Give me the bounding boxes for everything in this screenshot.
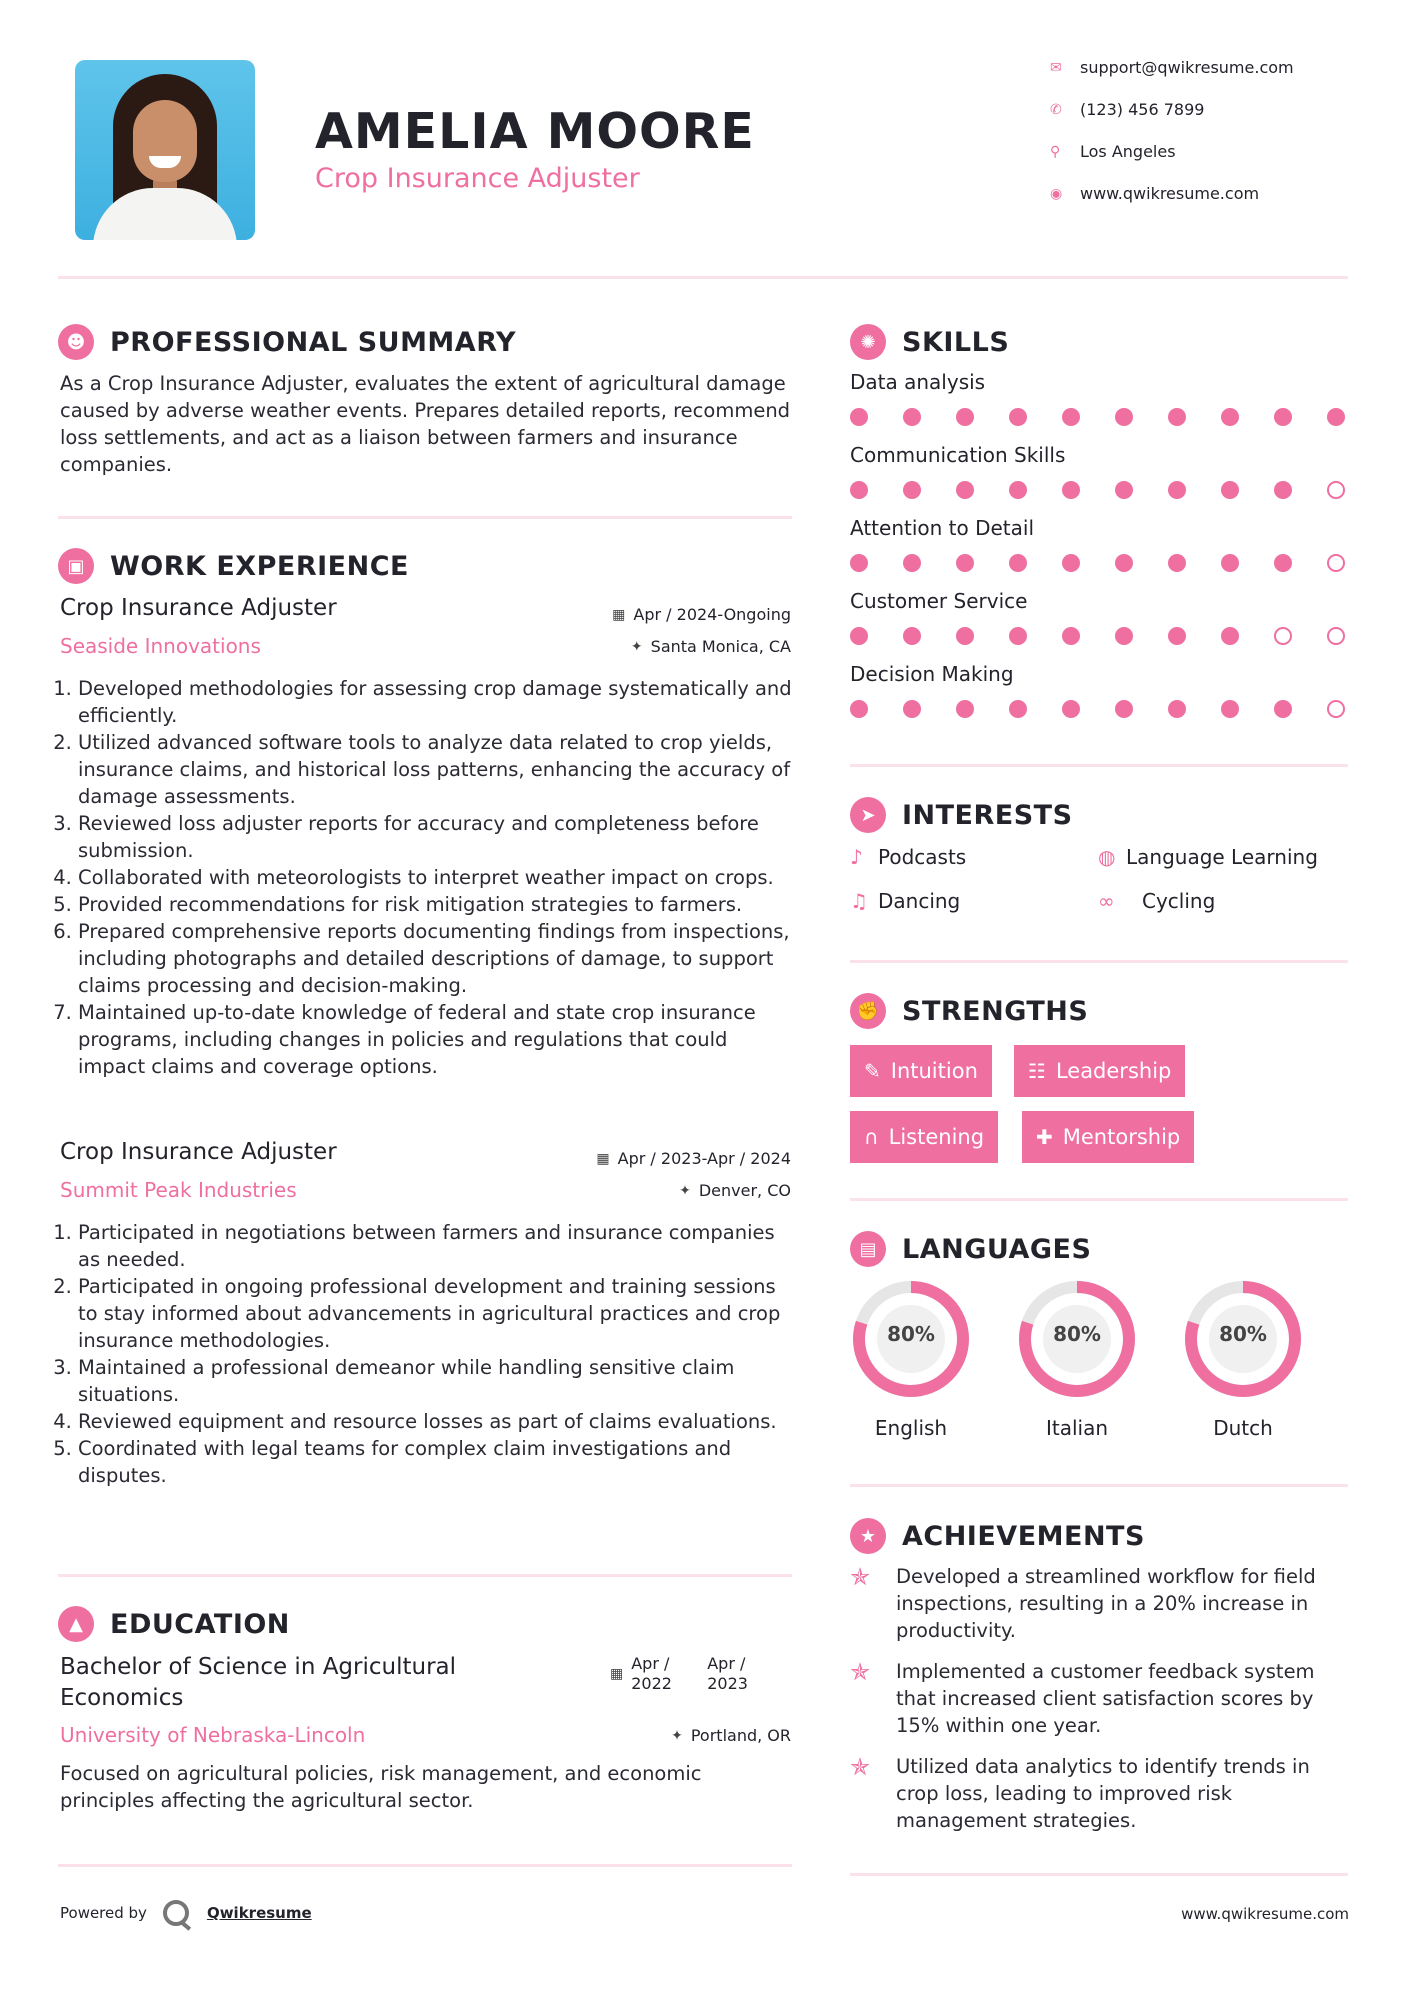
- headphones-icon: ∩: [864, 1125, 879, 1149]
- rating-dot-filled: [1009, 627, 1027, 645]
- rating-dot-filled: [850, 700, 868, 718]
- list-item: 5. Provided recommendations for risk mitigation strategies to farmers.: [78, 891, 800, 918]
- calendar-icon: ▦: [612, 606, 626, 623]
- interests-title: INTERESTS: [902, 799, 1073, 831]
- interest-label: Language Learning: [1126, 845, 1318, 869]
- profile-photo: [75, 60, 255, 240]
- strength-label: Leadership: [1055, 1059, 1172, 1083]
- interests-heading: [850, 797, 1073, 833]
- rating-dot-filled: [1009, 700, 1027, 718]
- languages-title: LANGUAGES: [902, 1233, 1092, 1265]
- experience-title: WORK EXPERIENCE: [110, 550, 409, 582]
- education-heading: [58, 1606, 290, 1642]
- contact-website-text: www.qwikresume.com: [1080, 184, 1260, 203]
- footer-branding: [60, 1900, 312, 1926]
- candidate-name: AMELIA MOORE: [315, 103, 755, 160]
- strengths-heading: [850, 993, 1088, 1029]
- skill-name: Decision Making: [850, 662, 1014, 686]
- qwikresume-link[interactable]: Qwikresume: [206, 1904, 312, 1922]
- job-2-location-text: Denver, CO: [698, 1181, 791, 1200]
- phone-icon: ✆: [1050, 101, 1062, 118]
- skills-divider: [850, 764, 1348, 767]
- star-icon: ✯: [850, 1563, 871, 1591]
- rating-dot-filled: [1062, 700, 1080, 718]
- rating-dot-filled: [1115, 554, 1133, 572]
- job-1-title: Crop Insurance Adjuster: [60, 595, 337, 621]
- experience-divider: [58, 1574, 792, 1577]
- rating-dot-filled: [1221, 408, 1239, 426]
- rating-dot-empty: [1327, 700, 1345, 718]
- achievements-title: ACHIEVEMENTS: [902, 1520, 1145, 1552]
- contact-location: [1050, 142, 1370, 161]
- skill-rating: [850, 627, 1350, 645]
- star-icon: ✯: [850, 1658, 871, 1686]
- rating-dot-filled: [1221, 700, 1239, 718]
- rating-dot-filled: [956, 408, 974, 426]
- list-item: 5. Coordinated with legal teams for complex claim investigations and disputes.: [78, 1435, 800, 1489]
- education-divider: [58, 1864, 792, 1867]
- list-item: 1. Developed methodologies for assessing crop damage systematically and efficiently.: [78, 675, 800, 729]
- strength-label: Mentorship: [1062, 1125, 1181, 1149]
- rating-dot-filled: [1274, 408, 1292, 426]
- calendar-icon: ▦: [596, 1150, 610, 1167]
- language-progress-ring: [1182, 1278, 1304, 1400]
- achievements-divider: [850, 1873, 1348, 1876]
- list-item: 1. Participated in negotiations between farmers and insurance companies as needed.: [78, 1219, 800, 1273]
- language-percent: 80%: [887, 1322, 935, 1346]
- achievement-item: [850, 1753, 1356, 1834]
- achievements-heading: [850, 1518, 1145, 1554]
- interests-divider: [850, 960, 1348, 963]
- strength-label: Listening: [888, 1125, 985, 1149]
- skill-name: Customer Service: [850, 589, 1028, 613]
- pushpin-icon: ✦: [630, 638, 643, 655]
- rating-dot-empty: [1327, 627, 1345, 645]
- rating-dot-filled: [903, 700, 921, 718]
- interest-label: Podcasts: [878, 845, 967, 869]
- skills-heading: [850, 324, 1009, 360]
- job-2-company: Summit Peak Industries: [60, 1178, 297, 1202]
- language-percent: 80%: [1219, 1322, 1267, 1346]
- skill-rating: [850, 554, 1350, 572]
- globe-icon: ◉: [1050, 185, 1063, 202]
- magic-wand-icon: ✎: [864, 1059, 881, 1083]
- contact-phone-text: (123) 456 7899: [1080, 100, 1205, 119]
- lightbulb-icon: ✺: [850, 324, 886, 360]
- rating-dot-filled: [1062, 481, 1080, 499]
- education-location: [671, 1726, 791, 1745]
- list-item: 2. Utilized advanced software tools to analyze data related to crop yields, insurance claims, and historical loss patterns, enhancing the accuracy of damage assessments.: [78, 729, 800, 810]
- strengths-title: STRENGTHS: [902, 995, 1089, 1027]
- rating-dot-filled: [1168, 700, 1186, 718]
- language-percent: 80%: [1053, 1322, 1101, 1346]
- bicycle-icon: ∞: [1098, 889, 1115, 913]
- strength-chip-listening: [850, 1111, 998, 1163]
- job-2-responsibilities: [60, 1219, 800, 1489]
- skill-name: Attention to Detail: [850, 516, 1035, 540]
- map-pin-icon: ⚲: [1050, 143, 1061, 160]
- graduation-icon: ▲: [58, 1606, 94, 1642]
- rating-dot-filled: [850, 554, 868, 572]
- language-name: Italian: [1045, 1416, 1109, 1440]
- education-description: Focused on agricultural policies, risk management, and economic principles affecting the agricultural sector.: [60, 1762, 702, 1812]
- skill-name: Data analysis: [850, 370, 986, 394]
- fist-icon: ✊: [850, 993, 886, 1029]
- microphone-icon: ♪: [850, 845, 863, 869]
- rating-dot-filled: [850, 627, 868, 645]
- education-start: Apr / 2022: [631, 1654, 672, 1693]
- skills-title: SKILLS: [902, 326, 1010, 358]
- music-note-icon: ♫: [850, 889, 868, 913]
- summary-title: PROFESSIONAL SUMMARY: [110, 326, 517, 358]
- rating-dot-filled: [1168, 627, 1186, 645]
- job-2-title: Crop Insurance Adjuster: [60, 1139, 337, 1165]
- contact-email-text: support@qwikresume.com: [1080, 58, 1294, 77]
- rating-dot-filled: [956, 554, 974, 572]
- contact-phone[interactable]: [1050, 100, 1370, 119]
- education-school: University of Nebraska-Lincoln: [60, 1723, 366, 1747]
- language-card-icon: ▤: [850, 1231, 886, 1267]
- skill-rating: [850, 408, 1350, 426]
- star-badge-icon: ★: [850, 1518, 886, 1554]
- rating-dot-filled: [1062, 627, 1080, 645]
- job-1-location: [631, 637, 791, 656]
- list-item: 7. Maintained up-to-date knowledge of federal and state crop insurance programs, including changes in policies and regulations that could impact claims and coverage options.: [78, 999, 800, 1080]
- rating-dot-filled: [1221, 554, 1239, 572]
- list-item: 2. Participated in ongoing professional development and training sessions to stay informed about advancements in agricultural practices and crop insurance methodologies.: [78, 1273, 800, 1354]
- powered-by-label: Powered by: [60, 1904, 147, 1922]
- language-progress-ring: [850, 1278, 972, 1400]
- achievement-text: Developed a streamlined workflow for field inspections, resulting in a 20% increase in productivity.: [896, 1565, 1316, 1642]
- envelope-icon: ✉: [1050, 59, 1062, 76]
- rating-dot-filled: [903, 554, 921, 572]
- education-location-text: Portland, OR: [690, 1726, 791, 1745]
- contact-location-text: Los Angeles: [1080, 142, 1176, 161]
- language-name: Dutch: [1213, 1416, 1273, 1440]
- rating-dot-empty: [1327, 481, 1345, 499]
- job-1-responsibilities: [60, 675, 800, 1080]
- contact-website[interactable]: [1050, 184, 1370, 203]
- strength-chip-intuition: [850, 1045, 992, 1097]
- experience-heading: [58, 548, 409, 584]
- interest-cycling: [1098, 889, 1215, 913]
- rating-dot-filled: [850, 408, 868, 426]
- rating-dot-filled: [956, 700, 974, 718]
- rating-dot-filled: [1221, 627, 1239, 645]
- strength-chip-leadership: [1014, 1045, 1185, 1097]
- rating-dot-filled: [850, 481, 868, 499]
- rating-dot-filled: [1168, 554, 1186, 572]
- strengths-divider: [850, 1198, 1348, 1201]
- summary-divider: [58, 516, 792, 519]
- education-title: EDUCATION: [110, 1608, 290, 1640]
- languages-divider: [850, 1484, 1348, 1487]
- achievement-text: Implemented a customer feedback system that increased client satisfaction scores by 15% within one year.: [896, 1660, 1315, 1737]
- rating-dot-filled: [903, 481, 921, 499]
- users-icon: ☷: [1028, 1059, 1046, 1083]
- user-icon: ☻: [58, 324, 94, 360]
- rating-dot-filled: [956, 481, 974, 499]
- interest-podcasts: [850, 845, 966, 869]
- rating-dot-filled: [1274, 481, 1292, 499]
- rating-dot-empty: [1274, 627, 1292, 645]
- list-item: 4. Collaborated with meteorologists to interpret weather impact on crops.: [78, 864, 800, 891]
- rating-dot-filled: [903, 408, 921, 426]
- footer-website[interactable]: www.qwikresume.com: [1181, 1905, 1349, 1923]
- header-divider: [58, 276, 1348, 279]
- paper-plane-icon: ➤: [850, 797, 886, 833]
- education-dates: [610, 1654, 767, 1694]
- job-2-dates-text: Apr / 2023-Apr / 2024: [617, 1149, 791, 1168]
- rating-dot-filled: [1221, 481, 1239, 499]
- rating-dot-filled: [956, 627, 974, 645]
- job-1-company: Seaside Innovations: [60, 634, 261, 658]
- list-item: 3. Maintained a professional demeanor while handling sensitive claim situations.: [78, 1354, 800, 1408]
- briefcase-icon: ▣: [58, 548, 94, 584]
- list-item: 3. Reviewed loss adjuster reports for accuracy and completeness before submission.: [78, 810, 800, 864]
- contact-email[interactable]: [1050, 58, 1370, 77]
- pushpin-icon: ✦: [671, 1727, 683, 1744]
- rating-dot-filled: [1168, 481, 1186, 499]
- qwikresume-logo-icon: [163, 1900, 189, 1926]
- rating-dot-filled: [1115, 408, 1133, 426]
- pushpin-icon: ✦: [679, 1182, 691, 1199]
- rating-dot-filled: [1009, 408, 1027, 426]
- job-1-dates: [612, 605, 791, 624]
- rating-dot-filled: [1115, 627, 1133, 645]
- rating-dot-filled: [1062, 408, 1080, 426]
- job-1-location-text: Santa Monica, CA: [650, 637, 791, 656]
- rating-dot-filled: [1009, 481, 1027, 499]
- rating-dot-filled: [1168, 408, 1186, 426]
- globe-icon: ◍: [1098, 845, 1116, 869]
- star-icon: ✯: [850, 1753, 871, 1781]
- rating-dot-filled: [903, 627, 921, 645]
- candidate-role: Crop Insurance Adjuster: [315, 163, 640, 194]
- languages-heading: [850, 1231, 1091, 1267]
- education-end: Apr / 2023: [707, 1654, 748, 1693]
- skill-name: Communication Skills: [850, 443, 1066, 467]
- skill-rating: [850, 481, 1350, 499]
- summary-text: As a Crop Insurance Adjuster, evaluates the extent of agricultural damage caused by adverse weather events. Prepares detailed reports, recommend loss settlements, and act as a liaison between farmers and insurance companies.: [60, 372, 791, 476]
- user-plus-icon: ✚: [1036, 1125, 1053, 1149]
- summary-heading: [58, 324, 516, 360]
- calendar-icon: ▦: [610, 1666, 624, 1682]
- rating-dot-filled: [1327, 408, 1345, 426]
- achievement-item: [850, 1563, 1356, 1644]
- interest-language-learning: [1098, 845, 1318, 869]
- education-degree: Bachelor of Science in Agricultural Economics: [60, 1654, 457, 1711]
- rating-dot-filled: [1274, 554, 1292, 572]
- job-2-dates: [596, 1149, 791, 1168]
- rating-dot-filled: [1115, 700, 1133, 718]
- rating-dot-filled: [1009, 554, 1027, 572]
- interest-label: Dancing: [878, 889, 961, 913]
- interest-dancing: [850, 889, 960, 913]
- list-item: 4. Reviewed equipment and resource losses as part of claims evaluations.: [78, 1408, 800, 1435]
- rating-dot-filled: [1274, 700, 1292, 718]
- language-name: English: [874, 1416, 948, 1440]
- skill-rating: [850, 700, 1350, 718]
- job-2-location: [679, 1181, 791, 1200]
- achievement-text: Utilized data analytics to identify trends in crop loss, leading to improved risk management strategies.: [896, 1755, 1310, 1832]
- rating-dot-filled: [1062, 554, 1080, 572]
- interest-label: Cycling: [1142, 889, 1216, 913]
- strength-label: Intuition: [890, 1059, 978, 1083]
- strength-chip-mentorship: [1022, 1111, 1194, 1163]
- job-1-dates-text: Apr / 2024-Ongoing: [633, 605, 791, 624]
- language-progress-ring: [1016, 1278, 1138, 1400]
- achievement-item: [850, 1658, 1356, 1739]
- rating-dot-filled: [1115, 481, 1133, 499]
- list-item: 6. Prepared comprehensive reports documenting findings from inspections, including photographs and detailed descriptions of damage, to support claims processing and decision-making.: [78, 918, 800, 999]
- rating-dot-empty: [1327, 554, 1345, 572]
